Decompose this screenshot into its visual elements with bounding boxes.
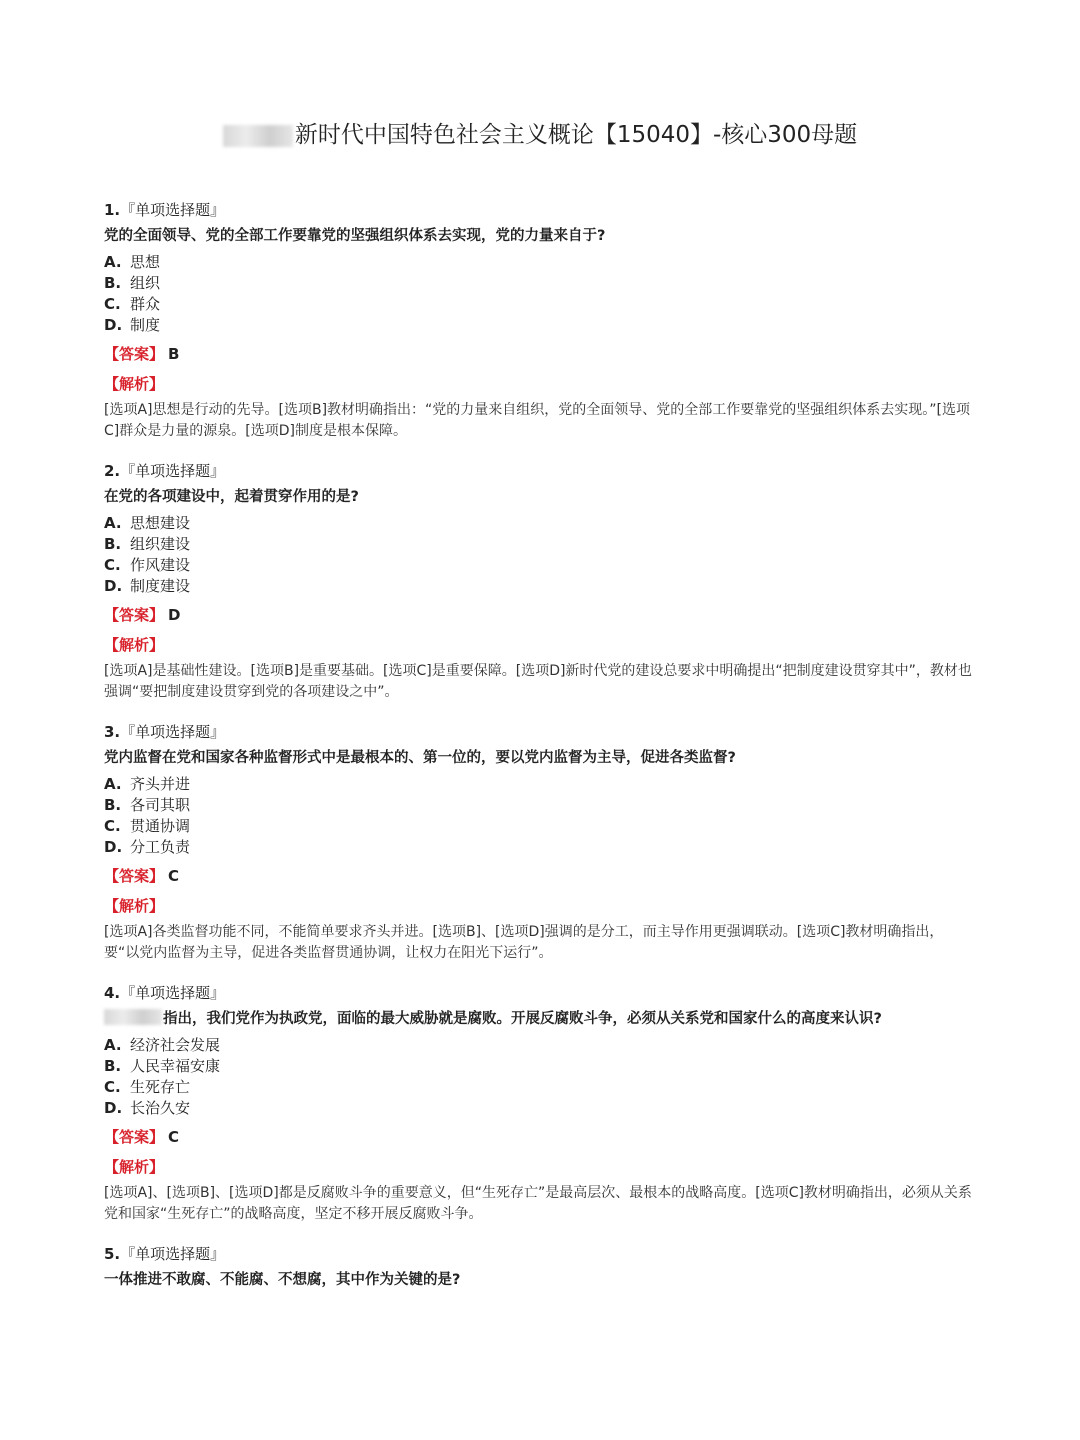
explanation-text: [选项A]思想是行动的先导。[选项B]教材明确指出：“党的力量来自组织，党的全面领导、党的全部工作要靠党的坚强组织体系去实现。”[选项C]群众是力量的源泉。[选项D]制度是根本保障。 xyxy=(104,402,970,439)
option-text: 贯通协调 xyxy=(130,817,191,835)
redacted-blur xyxy=(223,125,293,147)
question-number: 5. xyxy=(104,1245,121,1263)
option-a xyxy=(104,774,974,795)
answer-value: B xyxy=(168,345,180,363)
answer-label: 【答案】 xyxy=(104,867,165,885)
option-c xyxy=(104,1077,974,1098)
option-letter: B. xyxy=(104,274,122,292)
question-type: 『单项选择题』 xyxy=(120,462,226,480)
option-letter: D. xyxy=(104,577,123,595)
question-number: 3. xyxy=(104,723,121,741)
option-a xyxy=(104,513,974,534)
question-3 xyxy=(104,722,974,964)
option-text: 制度建设 xyxy=(130,577,191,595)
option-d xyxy=(104,1098,974,1119)
question-header xyxy=(104,200,974,221)
answer-value: C xyxy=(168,1128,180,1146)
option-c xyxy=(104,816,974,837)
option-letter: A. xyxy=(104,775,122,793)
answer-label: 【答案】 xyxy=(104,345,165,363)
explanation-label: 【解析】 xyxy=(104,375,165,393)
question-header xyxy=(104,461,974,482)
question-1 xyxy=(104,200,974,442)
explanation-text: [选项A]、[选项B]、[选项D]都是反腐败斗争的重要意义，但“生死存亡”是最高层次、最根本的战略高度。[选项C]教材明确指出，必须从关系党和国家“生死存亡”的战略高度，坚定不移开展反腐败斗争。 xyxy=(104,1185,972,1222)
option-d xyxy=(104,315,974,336)
question-type: 『单项选择题』 xyxy=(120,984,226,1002)
answer-label: 【答案】 xyxy=(104,606,165,624)
option-a xyxy=(104,252,974,273)
question-number: 1. xyxy=(104,201,121,219)
question-header xyxy=(104,1244,974,1265)
option-letter: C. xyxy=(104,295,121,313)
option-b xyxy=(104,273,974,294)
question-4 xyxy=(104,983,974,1225)
option-c xyxy=(104,294,974,315)
question-stem-text: 指出，我们党作为执政党，面临的最大威胁就是腐败。开展反腐败斗争，必须从关系党和国家什么的高度来认识? xyxy=(163,1011,882,1027)
explanation-label: 【解析】 xyxy=(104,897,165,915)
explanation-text: [选项A]各类监督功能不同，不能简单要求齐头并进。[选项B]、[选项D]强调的是分工，而主导作用更强调联动。[选项C]教材明确指出，要“以党内监督为主导，促进各类监督贯通协调，让权力在阳光下运行”。 xyxy=(104,924,944,961)
option-text: 各司其职 xyxy=(130,796,191,814)
explanation-label: 【解析】 xyxy=(104,636,165,654)
option-letter: D. xyxy=(104,1099,123,1117)
option-text: 分工负责 xyxy=(130,838,191,856)
answer-value: C xyxy=(168,867,180,885)
question-header xyxy=(104,983,974,1004)
answer-row xyxy=(104,605,974,626)
option-text: 制度 xyxy=(130,316,161,334)
option-letter: C. xyxy=(104,817,121,835)
question-type: 『单项选择题』 xyxy=(120,723,226,741)
question-type: 『单项选择题』 xyxy=(120,1245,226,1263)
option-text: 人民幸福安康 xyxy=(130,1057,221,1075)
question-stem: 一体推进不敢腐、不能腐、不想腐，其中作为关键的是? xyxy=(104,1272,461,1288)
option-d xyxy=(104,837,974,858)
option-b xyxy=(104,534,974,555)
option-text: 经济社会发展 xyxy=(130,1036,221,1054)
answer-row xyxy=(104,1127,974,1148)
question-5 xyxy=(104,1244,974,1290)
explanation-label: 【解析】 xyxy=(104,1158,165,1176)
option-b xyxy=(104,1056,974,1077)
answer-value: D xyxy=(168,606,181,624)
question-2 xyxy=(104,461,974,703)
option-a xyxy=(104,1035,974,1056)
question-list xyxy=(104,200,974,1309)
option-text: 生死存亡 xyxy=(130,1078,191,1096)
option-b xyxy=(104,795,974,816)
option-letter: B. xyxy=(104,1057,122,1075)
option-c xyxy=(104,555,974,576)
option-letter: A. xyxy=(104,253,122,271)
option-d xyxy=(104,576,974,597)
question-type: 『单项选择题』 xyxy=(120,201,226,219)
option-letter: A. xyxy=(104,1036,122,1054)
question-stem: 党的全面领导、党的全部工作要靠党的坚强组织体系去实现，党的力量来自于? xyxy=(104,228,606,244)
option-text: 长治久安 xyxy=(130,1099,191,1117)
answer-row xyxy=(104,866,974,887)
redacted-blur xyxy=(104,1009,162,1025)
question-stem: 党内监督在党和国家各种监督形式中是最根本的、第一位的，要以党内监督为主导，促进各类监督? xyxy=(104,750,736,766)
option-text: 齐头并进 xyxy=(130,775,191,793)
question-number: 2. xyxy=(104,462,121,480)
option-letter: D. xyxy=(104,838,123,856)
option-text: 思想 xyxy=(130,253,161,271)
option-text: 群众 xyxy=(130,295,161,313)
question-stem xyxy=(104,1009,974,1029)
option-text: 组织建设 xyxy=(130,535,191,553)
option-letter: C. xyxy=(104,556,121,574)
option-text: 作风建设 xyxy=(130,556,191,574)
option-text: 思想建设 xyxy=(130,514,191,532)
question-header xyxy=(104,722,974,743)
explanation-text: [选项A]是基础性建设。[选项B]是重要基础。[选项C]是重要保障。[选项D]新时代党的建设总要求中明确提出“把制度建设贯穿其中”，教材也强调“要把制度建设贯穿到党的各项建设之中”。 xyxy=(104,663,972,700)
question-number: 4. xyxy=(104,984,121,1002)
answer-row xyxy=(104,344,974,365)
question-stem: 在党的各项建设中，起着贯穿作用的是? xyxy=(104,489,359,505)
option-letter: A. xyxy=(104,514,122,532)
option-text: 组织 xyxy=(130,274,161,292)
answer-label: 【答案】 xyxy=(104,1128,165,1146)
option-letter: B. xyxy=(104,796,122,814)
option-letter: B. xyxy=(104,535,122,553)
document-title xyxy=(0,118,1080,152)
option-letter: D. xyxy=(104,316,123,334)
title-text: 新时代中国特色社会主义概论【15040】-核心300母题 xyxy=(294,122,858,148)
option-letter: C. xyxy=(104,1078,121,1096)
